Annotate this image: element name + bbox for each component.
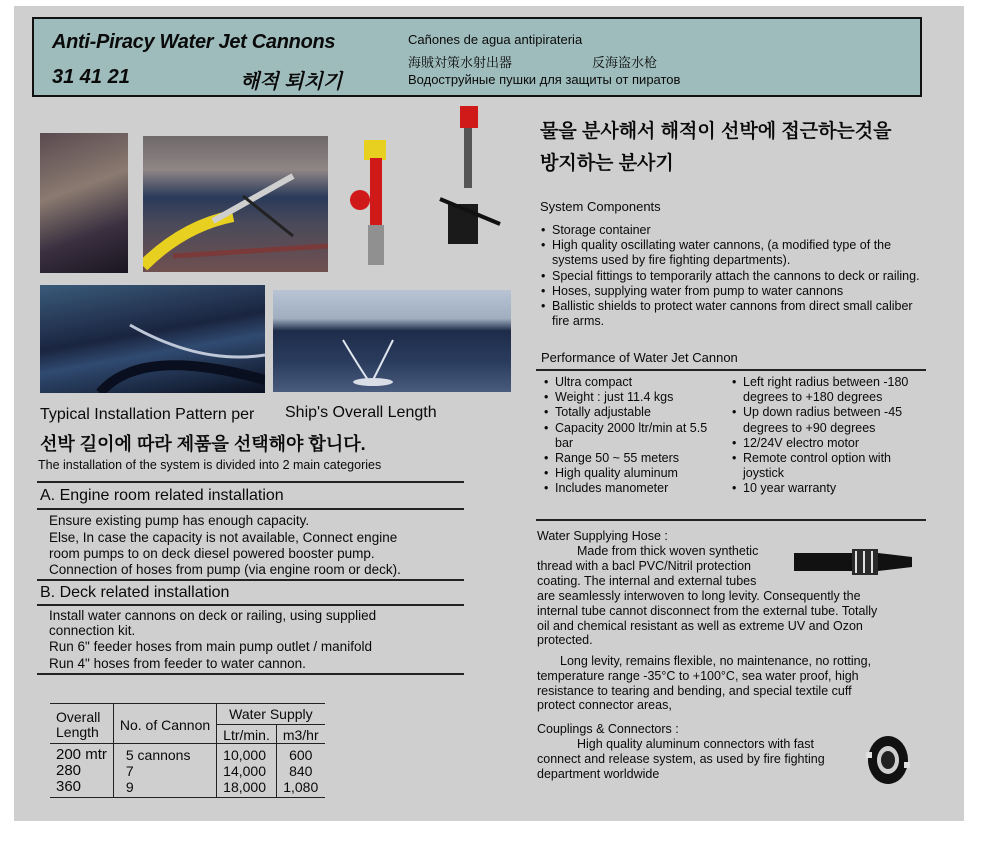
cannon-on-deck-photo bbox=[143, 136, 328, 272]
list-item: • Ballistic shields to protect water cannons from direct small caliber fire arms. bbox=[540, 299, 928, 329]
hose-line-2: thread with a bacl PVC/Nitril protection bbox=[537, 559, 751, 573]
list-item: • 12/24V electro motor bbox=[731, 436, 921, 451]
components-title: System Components bbox=[540, 199, 661, 214]
cell-cannons: 5 cannons bbox=[113, 744, 216, 764]
install-heading-a: Typical Installation Pattern per bbox=[40, 406, 255, 423]
coupling-title: Couplings & Connectors : bbox=[537, 722, 679, 736]
hose-icon bbox=[794, 545, 914, 577]
list-item: • Weight : just 11.4 kgs bbox=[543, 390, 723, 405]
install-intro: The installation of the system is divided into 2 main categories bbox=[38, 458, 382, 472]
cell-length: 200 mtr bbox=[50, 744, 113, 764]
title-ko: 해적 퇴치기 bbox=[240, 71, 343, 93]
section-a-line-2: Else, In case the capacity is not available, Connect engine bbox=[49, 530, 398, 545]
water-spray-illustration bbox=[273, 290, 511, 392]
header-water-supply: Water Supply bbox=[217, 704, 325, 725]
header-banner bbox=[32, 17, 922, 97]
table-row bbox=[50, 763, 325, 779]
hose-line2-3: resistance to tearing and bending, and special textile cuff bbox=[537, 684, 852, 698]
section-a-title: A. Engine room related installation bbox=[40, 487, 284, 504]
section-b-line-4: Run 4" hoses from feeder to water cannon. bbox=[49, 656, 306, 671]
section-a-line-4: Connection of hoses from pump (via engine room or deck). bbox=[49, 562, 401, 577]
ship-deck-hoses-photo bbox=[40, 285, 265, 393]
section-b-bottom-rule bbox=[37, 604, 464, 606]
hose-line2-1: Long levity, remains flexible, no maintenance, no rotting, bbox=[560, 654, 872, 668]
hose-line-1: Made from thick woven synthetic bbox=[577, 544, 759, 558]
coupling-line-2: connect and release system, as used by fire fighting bbox=[537, 752, 825, 766]
section-a-bottom-rule bbox=[37, 508, 464, 510]
black-cannon-product-image bbox=[420, 104, 510, 270]
header-ltr-min: Ltr/min. bbox=[217, 725, 277, 744]
list-item: • Remote control option with joystick bbox=[731, 451, 921, 481]
install-heading-ko: 선박 길이에 따라 제품을 선택해야 합니다. bbox=[40, 434, 366, 454]
cannon-sizing-table bbox=[50, 703, 325, 798]
section-a-line-1: Ensure existing pump has enough capacity. bbox=[49, 513, 310, 528]
cell-m3: 840 bbox=[289, 763, 313, 779]
list-item: • 10 year warranty bbox=[731, 481, 921, 496]
header-m3-hr: m3/hr bbox=[282, 727, 319, 743]
list-item: • Hoses, supplying water from pump to water cannons bbox=[540, 284, 928, 299]
list-item: • Ultra compact bbox=[543, 375, 723, 390]
performance-left-list bbox=[543, 375, 723, 497]
list-item: • Totally adjustable bbox=[543, 405, 723, 420]
black-cannon-icon bbox=[420, 104, 510, 270]
red-cannon-icon bbox=[340, 130, 410, 270]
hose-product-image bbox=[794, 545, 914, 577]
cannon-closeup-photo bbox=[40, 133, 128, 273]
table-row bbox=[50, 744, 325, 764]
right-heading-ko-2: 방지하는 분사기 bbox=[540, 153, 674, 174]
hose-line-6: oil and chemical resistant as well as extreme UV and Ozon bbox=[537, 619, 863, 633]
performance-right-list bbox=[731, 375, 921, 497]
title-en: Anti-Piracy Water Jet Cannons bbox=[52, 31, 336, 53]
coupling-icon bbox=[864, 732, 912, 788]
cell-ltr: 18,000 bbox=[217, 779, 277, 798]
right-heading-ko-1: 물을 분사해서 해적이 선박에 접근하는것을 bbox=[540, 121, 892, 142]
section-b-line-1: Install water cannons on deck or railing, using supplied bbox=[49, 608, 377, 623]
performance-bottom-rule bbox=[536, 519, 926, 521]
coupling-line-1: High quality aluminum connectors with fast bbox=[577, 737, 814, 751]
title-zh: 反海盗水枪 bbox=[592, 55, 658, 70]
header-overall-length bbox=[50, 704, 113, 744]
cell-ltr: 14,000 bbox=[217, 763, 277, 779]
list-item: • Special fittings to temporarily attach the cannons to deck or railing. bbox=[540, 269, 928, 284]
list-item: • Capacity 2000 ltr/min at 5.5 bar bbox=[543, 421, 723, 451]
header-no-of-cannon: No. of Cannon bbox=[113, 704, 216, 744]
section-b-end-rule bbox=[37, 673, 464, 675]
ship-spraying-photo bbox=[273, 290, 511, 392]
hose-title: Water Supplying Hose : bbox=[537, 529, 668, 543]
cell-ltr: 10,000 bbox=[217, 744, 277, 764]
list-item: • High quality oscillating water cannons, (a modified type of the systems used by fire fighting departments). bbox=[540, 238, 928, 268]
performance-top-rule bbox=[536, 369, 926, 371]
list-item: • Left right radius between -180 degrees to +180 degrees bbox=[731, 375, 921, 405]
title-ja: 海賊対策水射出器 bbox=[408, 55, 513, 70]
list-item: • Storage container bbox=[540, 223, 928, 238]
section-b-title: B. Deck related installation bbox=[40, 584, 230, 601]
components-list bbox=[540, 223, 928, 329]
cell-cannons: 7 bbox=[113, 763, 216, 779]
red-cannon-product-image bbox=[340, 130, 410, 270]
section-b-top-rule bbox=[37, 579, 464, 581]
cannon-illustration bbox=[143, 136, 328, 272]
hose-lines-illustration bbox=[40, 285, 265, 393]
section-a-line-3: room pumps to on deck diesel powered booster pump. bbox=[49, 546, 375, 561]
header-overall-2: Length bbox=[56, 724, 99, 740]
product-code: 31 41 21 bbox=[52, 66, 130, 88]
cell-m3: 1,080 bbox=[283, 779, 319, 795]
coupling-product-image bbox=[864, 732, 912, 788]
hose-line-4: are seamlessly interwoven to long levity. Consequently the bbox=[537, 589, 861, 603]
title-ru: Водоструйные пушки для защиты от пиратов bbox=[408, 72, 681, 87]
table-row bbox=[50, 779, 325, 798]
hose-line-5: internal tube cannot disconnect from the external tube. Totally bbox=[537, 604, 878, 618]
list-item: • High quality aluminum bbox=[543, 466, 723, 481]
list-item: • Range 50 ~ 55 meters bbox=[543, 451, 723, 466]
hose-line2-4: protect connector areas, bbox=[537, 698, 672, 712]
header-overall-1: Overall bbox=[56, 709, 101, 725]
section-b-line-2: connection kit. bbox=[49, 623, 136, 638]
install-heading-b: Ship's Overall Length bbox=[285, 404, 437, 421]
cell-length: 360 bbox=[50, 779, 113, 798]
cell-length: 280 bbox=[50, 763, 113, 779]
performance-title: Performance of Water Jet Cannon bbox=[541, 350, 738, 365]
hose-line-7: protected. bbox=[537, 633, 593, 647]
list-item: • Up down radius between -45 degrees to +90 degrees bbox=[731, 405, 921, 435]
section-a-top-rule bbox=[37, 481, 464, 483]
section-b-line-3: Run 6" feeder hoses from main pump outlet / manifold bbox=[49, 639, 372, 654]
cell-m3: 600 bbox=[289, 747, 313, 763]
cell-cannons: 9 bbox=[113, 779, 216, 798]
hose-line-3: coating. The internal and external tubes bbox=[537, 574, 757, 588]
list-item: • Includes manometer bbox=[543, 481, 723, 496]
hose-line2-2: temperature range -35°C to +100°C, sea water proof, high bbox=[537, 669, 859, 683]
title-es: Cañones de agua antipirateria bbox=[408, 32, 583, 47]
coupling-line-3: department worldwide bbox=[537, 767, 660, 781]
